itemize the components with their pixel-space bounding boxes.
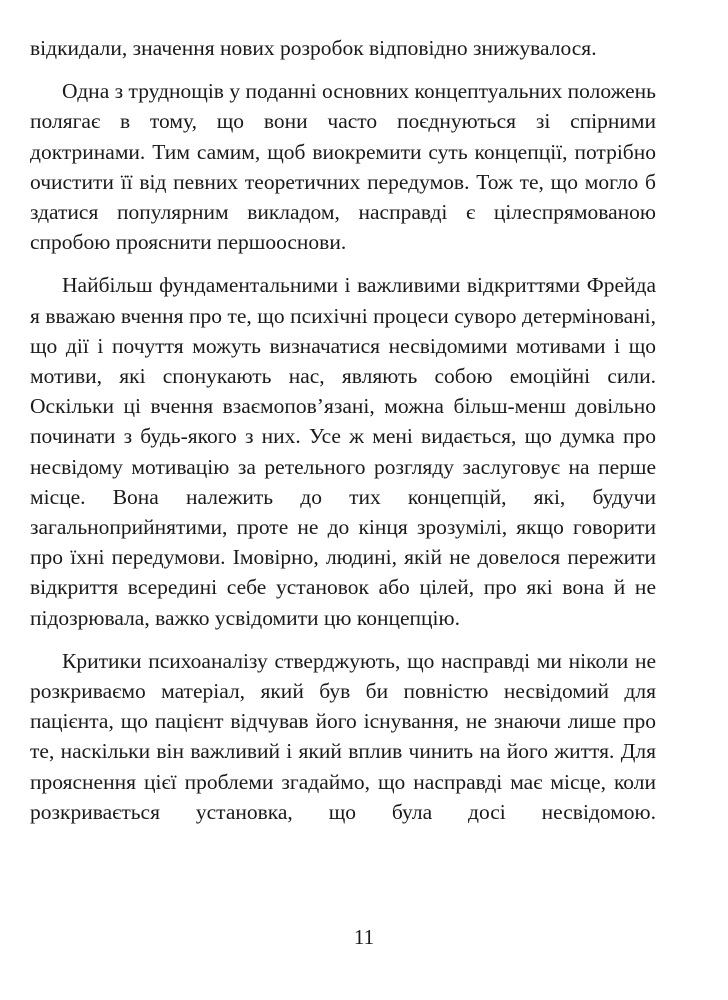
page-body xyxy=(30,33,656,840)
paragraph-continuation: відкидали, значення нових розробок відповідно знижувалося. xyxy=(30,36,597,60)
paragraph: Одна з труднощів у поданні основних концептуальних положень полягає в тому, що вони часто поєднуються зі спірними доктринами. Тим самим, щоб виокремити суть концепції, потрібно очистити її від певних теоретичних передумов. Тож те, що могло б здатися популярним викладом, насправді є цілеспрямованою спробою прояснити першооснови. xyxy=(30,79,656,255)
page-number: 11 xyxy=(353,925,375,949)
paragraph: Критики психоаналізу стверджують, що насправді ми ніколи не розкриваємо матеріал, який був би повністю несвідомий для пацієнта, що пацієнт відчував його існування, не знаючи лише про те, наскільки він важливий і який вплив чинить на його життя. Для прояснення цієї проблеми згадаймо, що насправді має місце, коли розкривається установка, що була досі несвідомою. xyxy=(30,648,656,824)
paragraph: Найбільш фундаментальними і важливими відкриттями Фрейда я вважаю вчення про те, що психічні процеси суворо детерміновані, що дії і почуття можуть визначатися несвідомими мотивами і що мотиви, які спонукають нас, являють собою емоційні сили. Оскільки ці вчення взаємопов’язані, можна більш-менш довільно починати з будь-якого з них. Усе ж мені видається, що думка про несвідому мотивацію за ретельного розгляду заслуговує на перше місце. Вона належить до тих концепцій, які, будучи загальноприйнятими, проте не до кінця зрозумілі, якщо говорити про їхні передумови. Імовірно, людині, якій не довелося пережити відкриття всередині себе установок або цілей, про які вона й не підозрювала, важко усвідомити цю концепцію. xyxy=(30,273,656,630)
